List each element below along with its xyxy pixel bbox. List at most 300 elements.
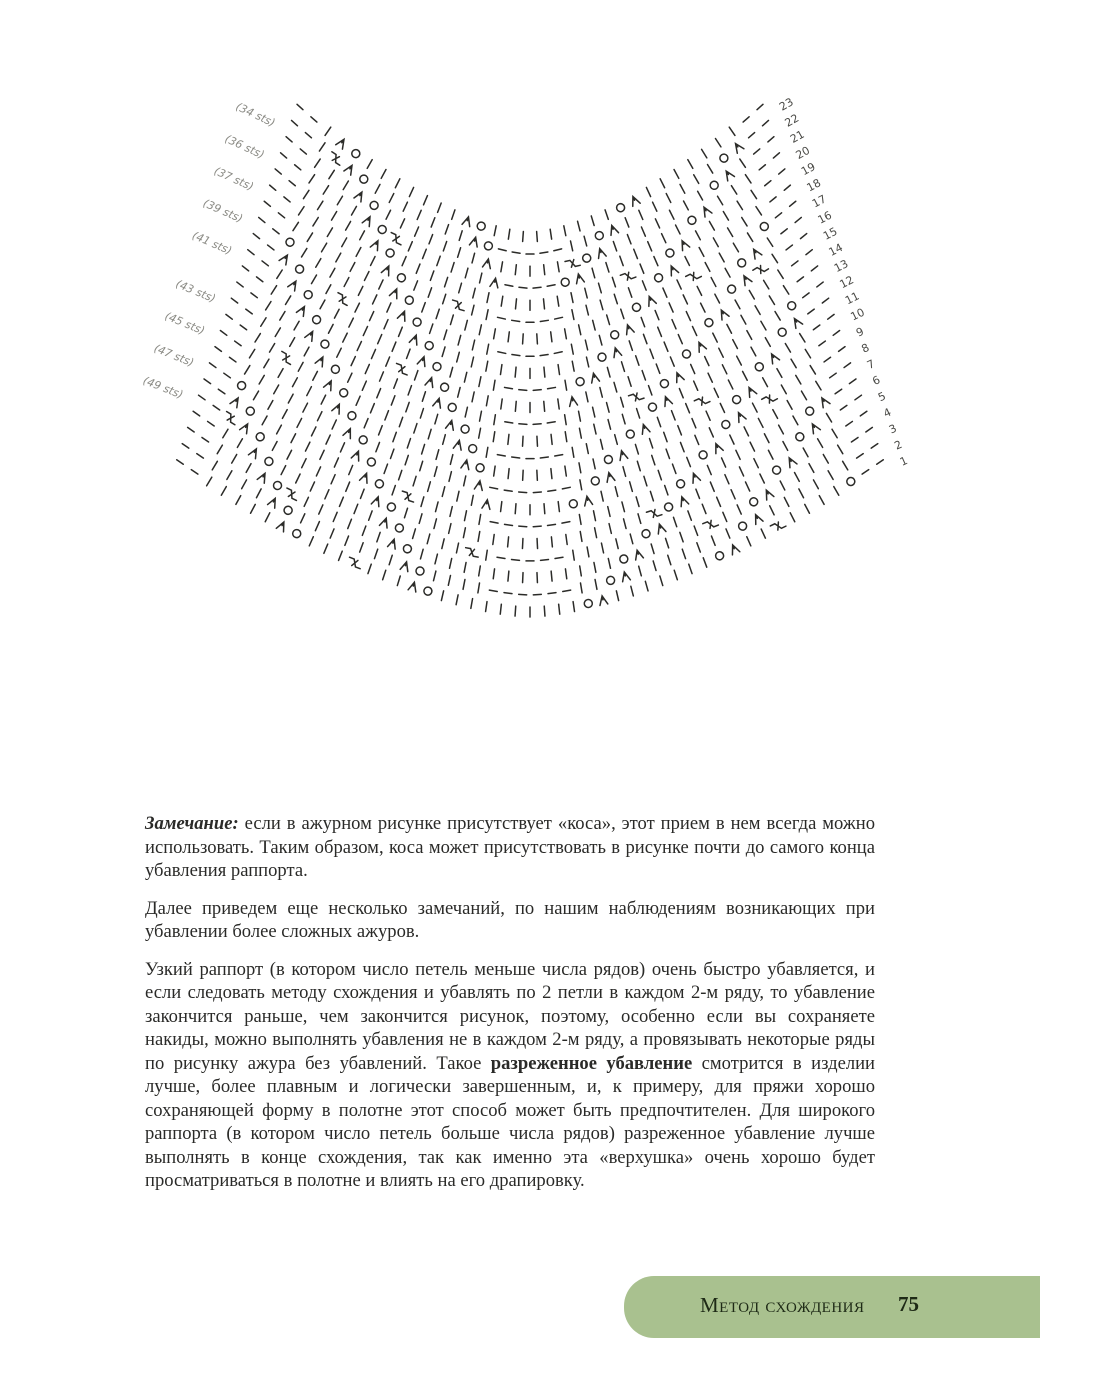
chart-symbol-knit bbox=[594, 562, 596, 572]
chart-symbol-knit bbox=[472, 253, 475, 263]
chart-symbol-knit bbox=[242, 480, 247, 489]
chart-symbol-knit bbox=[750, 442, 754, 451]
chart-symbol-knit bbox=[694, 526, 698, 535]
chart-symbol-knit bbox=[251, 504, 256, 513]
chart-symbol-knit bbox=[775, 312, 780, 321]
chart-symbol-knit bbox=[406, 402, 409, 411]
chart-symbol-knit bbox=[654, 257, 658, 266]
chart-symbol-knit bbox=[465, 407, 467, 417]
chart-symbol-k2tog bbox=[695, 341, 706, 353]
chart-symbol-yo bbox=[794, 431, 805, 442]
chart-symbol-knit bbox=[559, 604, 560, 614]
chart-symbol-knit bbox=[456, 543, 458, 553]
chart-symbol-purl bbox=[297, 104, 303, 109]
chart-symbol-knit bbox=[450, 315, 453, 325]
chart-symbol-knit bbox=[656, 364, 660, 373]
chart-symbol-yo bbox=[726, 284, 737, 295]
chart-symbol-knit bbox=[297, 418, 302, 427]
chart-symbol-purl bbox=[775, 213, 781, 218]
chart-symbol-knit bbox=[790, 513, 795, 522]
chart-symbol-purl bbox=[268, 245, 274, 250]
chart-symbol-k2tog bbox=[397, 310, 408, 321]
chart-symbol-knit bbox=[207, 477, 212, 486]
chart-symbol-knit bbox=[644, 476, 647, 486]
chart-symbol-purl bbox=[547, 285, 555, 287]
chart-symbol-purl bbox=[533, 287, 541, 288]
chart-symbol-cable bbox=[328, 152, 344, 165]
chart-symbol-purl bbox=[191, 470, 198, 474]
chart-symbol-knit bbox=[334, 458, 338, 467]
chart-symbol-knit bbox=[718, 196, 723, 205]
chart-symbol-knit bbox=[384, 320, 388, 329]
chart-symbol-knit bbox=[580, 531, 582, 541]
chart-symbol-knit bbox=[493, 380, 495, 390]
chart-symbol-knit bbox=[435, 554, 437, 564]
chart-symbol-knit bbox=[465, 268, 468, 278]
chart-symbol-yo bbox=[468, 444, 477, 453]
chart-symbol-knit bbox=[307, 233, 312, 241]
chart-symbol-knit bbox=[291, 434, 296, 443]
row-number: 18 bbox=[804, 176, 824, 195]
chart-symbol-yo bbox=[484, 241, 494, 251]
chart-symbol-knit bbox=[658, 327, 662, 336]
chart-symbol-knit bbox=[725, 475, 729, 484]
chart-symbol-knit bbox=[472, 340, 474, 350]
chart-symbol-knit bbox=[508, 571, 509, 581]
chart-symbol-knit bbox=[713, 333, 717, 342]
chart-symbol-knit bbox=[458, 387, 460, 397]
chart-symbol-purl bbox=[839, 347, 845, 352]
chart-symbol-k2tog bbox=[640, 423, 650, 434]
chart-symbol-knit bbox=[651, 544, 654, 554]
chart-symbol-knit bbox=[416, 264, 420, 273]
chart-symbol-knit bbox=[764, 434, 769, 443]
chart-symbol-cable bbox=[400, 491, 415, 502]
chart-symbol-knit bbox=[302, 459, 306, 468]
chart-symbol-knit bbox=[565, 466, 566, 476]
chart-symbol-knit bbox=[465, 320, 468, 330]
chart-symbol-knit bbox=[487, 344, 489, 354]
chart-symbol-knit bbox=[606, 263, 609, 273]
chart-symbol-knit bbox=[579, 428, 581, 438]
chart-symbol-yo bbox=[754, 361, 765, 372]
chart-symbol-purl bbox=[554, 249, 562, 251]
chart-symbol-purl bbox=[213, 405, 220, 410]
chart-symbol-knit bbox=[729, 127, 735, 135]
chart-symbol-k2tog bbox=[351, 450, 362, 461]
chart-symbol-knit bbox=[715, 139, 720, 147]
row-number: 14 bbox=[826, 240, 845, 259]
paragraph-3-text-b: смотрится в изделии лучше, более плавным и логически завершенным, и, к примеру, для пряжи хорошо сохраняющей форму в полотне этот способ может быть предпочтителен. Для широкого раппорта (в котором число петель больше числа рядов) разреженное убавление лучше выполнять в конце схождения, так как именно эта «верхушка» очень хорошо будет просматриваться в полотне и влиять на его драпировку. bbox=[145, 1052, 876, 1191]
chart-symbol-knit bbox=[537, 232, 538, 242]
chart-symbol-knit bbox=[362, 526, 366, 535]
row-number: 1 bbox=[897, 454, 910, 469]
chart-symbol-purl bbox=[548, 524, 556, 525]
chart-symbol-purl bbox=[286, 137, 292, 142]
chart-symbol-knit bbox=[336, 253, 341, 262]
chart-symbol-knit bbox=[290, 338, 295, 347]
chart-symbol-purl bbox=[519, 492, 527, 493]
chart-symbol-k2tog bbox=[611, 347, 621, 358]
chart-symbol-knit bbox=[384, 464, 387, 473]
chart-symbol-knit bbox=[637, 409, 640, 419]
chart-symbol-knit bbox=[417, 210, 421, 219]
chart-symbol-knit bbox=[677, 280, 681, 289]
chart-symbol-yo bbox=[272, 480, 283, 491]
note-text: если в ажурном рисунке присутствует «коса», этот прием в нем всегда можно использовать. Таким образом, коса может присутствовать в рисунке почти до самого конца убавления раппорта. bbox=[145, 813, 875, 881]
chart-symbol-purl bbox=[779, 169, 785, 174]
chart-symbol-knit bbox=[769, 296, 774, 305]
chart-symbol-k2tog bbox=[596, 247, 606, 258]
chart-symbol-k2tog bbox=[723, 169, 735, 181]
chart-symbol-knit bbox=[691, 364, 695, 373]
chart-symbol-knit bbox=[473, 288, 475, 298]
chart-symbol-knit bbox=[501, 502, 502, 512]
chart-symbol-knit bbox=[500, 604, 501, 614]
chart-symbol-knit bbox=[515, 367, 516, 377]
chart-symbol-cable bbox=[703, 519, 719, 531]
chart-symbol-purl bbox=[813, 325, 819, 330]
chart-symbol-cable bbox=[223, 412, 239, 425]
chart-symbol-knit bbox=[543, 299, 544, 309]
chart-symbol-knit bbox=[478, 583, 480, 593]
chart-symbol-knit bbox=[330, 529, 334, 538]
chart-symbol-knit bbox=[433, 571, 435, 581]
chart-symbol-purl bbox=[866, 427, 873, 432]
chart-symbol-knit bbox=[701, 303, 705, 312]
chart-symbol-knit bbox=[449, 472, 451, 482]
chart-symbol-knit bbox=[764, 280, 769, 289]
chart-symbol-knit bbox=[742, 217, 747, 225]
chart-symbol-purl bbox=[541, 559, 549, 560]
chart-symbol-knit bbox=[296, 474, 300, 483]
chart-symbol-k2tog bbox=[279, 253, 291, 265]
chart-symbol-yo bbox=[460, 424, 470, 434]
chart-symbol-knit bbox=[515, 606, 516, 616]
chart-symbol-purl bbox=[563, 590, 571, 591]
chart-symbol-knit bbox=[318, 201, 323, 209]
chart-symbol-yo bbox=[748, 496, 759, 507]
chart-symbol-knit bbox=[668, 555, 671, 565]
chart-symbol-k2tog bbox=[752, 513, 763, 525]
chart-symbol-knit bbox=[352, 206, 357, 215]
chart-symbol-k2tog bbox=[417, 355, 428, 366]
chart-symbol-knit bbox=[390, 449, 393, 458]
chart-symbol-knit bbox=[544, 265, 545, 275]
chart-symbol-knit bbox=[332, 420, 336, 429]
chart-symbol-knit bbox=[639, 566, 642, 576]
chart-symbol-knit bbox=[329, 170, 334, 178]
chart-symbol-knit bbox=[761, 321, 766, 330]
chart-symbol-knit bbox=[551, 434, 552, 444]
chart-symbol-yo bbox=[704, 317, 715, 328]
chart-symbol-purl bbox=[204, 379, 210, 384]
chart-symbol-knit bbox=[319, 143, 325, 151]
chart-symbol-knit bbox=[236, 496, 241, 505]
chart-symbol-knit bbox=[586, 392, 588, 402]
chart-symbol-purl bbox=[519, 287, 527, 288]
chart-symbol-yo bbox=[255, 431, 266, 442]
chart-symbol-purl bbox=[490, 487, 498, 489]
chart-symbol-knit bbox=[422, 444, 425, 454]
chart-symbol-knit bbox=[317, 412, 321, 421]
chart-symbol-knit bbox=[784, 497, 789, 506]
chart-symbol-k2tog bbox=[408, 581, 418, 592]
chart-symbol-purl bbox=[242, 266, 248, 271]
chart-symbol-knit bbox=[650, 349, 654, 358]
chart-symbol-knit bbox=[325, 127, 331, 135]
chart-symbol-purl bbox=[533, 492, 541, 493]
chart-symbol-knit bbox=[595, 528, 597, 538]
chart-symbol-knit bbox=[793, 416, 798, 425]
chart-symbol-knit bbox=[501, 262, 503, 272]
chart-symbol-knit bbox=[805, 504, 810, 513]
chart-symbol-knit bbox=[397, 576, 400, 586]
chart-symbol-yo bbox=[424, 341, 434, 351]
chart-symbol-knit bbox=[585, 288, 587, 298]
chart-symbol-knit bbox=[544, 401, 545, 411]
chart-symbol-purl bbox=[819, 341, 825, 346]
chart-symbol-purl bbox=[790, 201, 796, 206]
chart-symbol-purl bbox=[548, 593, 556, 594]
chart-symbol-knit bbox=[621, 309, 624, 318]
chart-symbol-yo bbox=[569, 499, 578, 508]
chart-symbol-yo bbox=[404, 295, 414, 305]
chart-symbol-yo bbox=[311, 314, 322, 325]
chart-symbol-knit bbox=[653, 202, 657, 211]
chart-symbol-k2tog bbox=[462, 216, 472, 227]
chart-symbol-knit bbox=[646, 187, 650, 196]
chart-symbol-knit bbox=[436, 502, 439, 512]
chart-symbol-knit bbox=[435, 414, 438, 424]
chart-symbol-knit bbox=[787, 401, 792, 410]
chart-symbol-knit bbox=[253, 391, 258, 400]
chart-symbol-knit bbox=[342, 238, 347, 247]
chart-symbol-knit bbox=[657, 417, 660, 426]
chart-symbol-purl bbox=[555, 317, 563, 319]
chart-symbol-knit bbox=[650, 439, 653, 448]
chart-symbol-knit bbox=[438, 203, 442, 212]
chart-symbol-knit bbox=[389, 194, 394, 203]
chart-symbol-knit bbox=[494, 329, 496, 339]
chart-symbol-yo bbox=[615, 203, 625, 213]
chart-symbol-knit bbox=[358, 286, 362, 295]
chart-symbol-knit bbox=[565, 380, 567, 390]
chart-symbol-yo bbox=[402, 544, 412, 554]
chart-symbol-knit bbox=[719, 253, 724, 262]
chart-symbol-knit bbox=[355, 303, 359, 312]
chart-symbol-knit bbox=[605, 210, 608, 219]
chart-symbol-knit bbox=[660, 179, 664, 188]
chart-symbol-knit bbox=[537, 470, 538, 480]
chart-symbol-knit bbox=[758, 418, 763, 427]
chart-symbol-k2tog bbox=[343, 427, 354, 438]
chart-symbol-purl bbox=[806, 250, 812, 255]
chart-symbol-knit bbox=[419, 514, 422, 524]
chart-symbol-knit bbox=[773, 410, 778, 419]
chart-symbol-knit bbox=[648, 242, 652, 251]
chart-symbol-knit bbox=[315, 522, 319, 531]
chart-symbol-knit bbox=[332, 212, 337, 221]
chart-symbol-knit bbox=[356, 247, 361, 256]
chart-symbol-purl bbox=[833, 331, 839, 336]
chart-symbol-knit bbox=[315, 159, 321, 167]
chart-symbol-purl bbox=[797, 277, 803, 282]
chart-symbol-knit bbox=[261, 318, 266, 326]
stitch-count-label: (47 sts) bbox=[152, 341, 196, 370]
chart-symbol-yo bbox=[606, 576, 616, 586]
chart-symbol-yo bbox=[845, 476, 856, 487]
chart-symbol-yo bbox=[263, 456, 274, 467]
chart-symbol-knit bbox=[285, 296, 290, 305]
chart-symbol-yo bbox=[374, 479, 384, 489]
chart-symbol-k2tog bbox=[257, 471, 268, 483]
chart-symbol-yo bbox=[350, 148, 361, 159]
chart-symbol-knit bbox=[591, 216, 594, 226]
chart-symbol-purl bbox=[547, 422, 555, 423]
chart-symbol-knit bbox=[343, 333, 347, 342]
chart-symbol-knit bbox=[294, 321, 299, 330]
chart-symbol-knit bbox=[720, 403, 724, 412]
chart-symbol-knit bbox=[500, 365, 501, 375]
chart-symbol-yo bbox=[385, 248, 396, 259]
chart-symbol-knit bbox=[427, 534, 430, 544]
chart-symbol-knit bbox=[751, 190, 757, 198]
chart-symbol-knit bbox=[256, 489, 261, 498]
chart-symbol-cable bbox=[394, 363, 410, 375]
chart-symbol-knit bbox=[551, 469, 552, 479]
chart-symbol-knit bbox=[346, 482, 350, 491]
chart-symbol-purl bbox=[246, 309, 252, 314]
chart-symbol-yo bbox=[664, 502, 674, 512]
chart-symbol-knit bbox=[834, 487, 839, 496]
chart-symbol-knit bbox=[585, 340, 587, 350]
chart-symbol-k2tog bbox=[741, 274, 752, 286]
chart-symbol-purl bbox=[759, 165, 765, 170]
chart-symbol-knit bbox=[369, 511, 372, 520]
chart-symbol-yo bbox=[284, 237, 295, 248]
chart-symbol-knit bbox=[697, 286, 701, 295]
chart-symbol-knit bbox=[402, 257, 406, 266]
chart-symbol-knit bbox=[383, 570, 386, 579]
chart-symbol-knit bbox=[360, 543, 363, 552]
stitch-count-label: (37 sts) bbox=[211, 164, 256, 194]
stitch-count-label: (36 sts) bbox=[222, 132, 267, 162]
chart-symbol-knit bbox=[680, 532, 683, 541]
chart-symbol-knit bbox=[795, 472, 800, 481]
chart-symbol-k2tog bbox=[633, 549, 643, 560]
chart-symbol-knit bbox=[493, 569, 494, 579]
chart-symbol-knit bbox=[755, 306, 760, 315]
chart-symbol-knit bbox=[699, 247, 704, 256]
chart-symbol-yo bbox=[720, 419, 731, 430]
chart-symbol-purl bbox=[278, 213, 284, 218]
chart-symbol-knit bbox=[652, 455, 655, 464]
chart-symbol-cable bbox=[335, 293, 351, 306]
chart-symbol-knit bbox=[508, 469, 509, 479]
chart-symbol-knit bbox=[658, 470, 661, 479]
chart-symbol-purl bbox=[231, 298, 237, 303]
chart-symbol-knit bbox=[565, 329, 567, 339]
chart-symbol-knit bbox=[719, 348, 723, 357]
row-number: 15 bbox=[821, 224, 840, 243]
chart-symbol-knit bbox=[655, 219, 659, 228]
chart-symbol-knit bbox=[348, 519, 352, 528]
row-number: 20 bbox=[793, 143, 813, 163]
chart-symbol-knit bbox=[348, 373, 352, 382]
chart-symbol-purl bbox=[830, 373, 837, 378]
chart-symbol-knit bbox=[221, 487, 226, 496]
chart-symbol-purl bbox=[795, 217, 801, 222]
chart-symbol-knit bbox=[311, 427, 315, 436]
row-number: 17 bbox=[810, 192, 829, 211]
paragraph-3-text-a: Узкий раппорт (в котором число петель меньше числа рядов) очень быстро убавляется, и если следовать методу схождения и убавлять по 2 петли в каждом 2-м ряду, то убавление закончится раньше, чем закончится рисунок, поэтому, особенно если вы сохраняете накиды, можно выполнять убавления не в каждом 2-м ряду, а провязывать некоторые ряды по рисунку ажура без убавлений. Такое bbox=[145, 958, 875, 1074]
row-number: 5 bbox=[875, 389, 888, 405]
chart-symbol-k2tog bbox=[718, 308, 729, 320]
chart-symbol-purl bbox=[202, 437, 209, 442]
chart-symbol-purl bbox=[803, 293, 809, 298]
chart-symbol-knit bbox=[689, 564, 692, 573]
chart-symbol-purl bbox=[199, 395, 206, 400]
chart-symbol-knit bbox=[392, 342, 396, 351]
chart-symbol-knit bbox=[664, 342, 668, 351]
chart-symbol-knit bbox=[642, 371, 645, 380]
chart-symbol-cable bbox=[464, 548, 479, 557]
chart-symbol-knit bbox=[641, 317, 645, 326]
chart-symbol-knit bbox=[579, 514, 581, 524]
row-number: 4 bbox=[881, 405, 894, 421]
chart-symbol-k2tog bbox=[381, 264, 392, 276]
chart-symbol-k2tog bbox=[732, 141, 744, 153]
chart-symbol-knit bbox=[743, 371, 748, 380]
row-number: 3 bbox=[886, 421, 899, 437]
chart-symbol-knit bbox=[558, 502, 559, 512]
chart-symbol-purl bbox=[273, 229, 279, 234]
chart-symbol-knit bbox=[421, 497, 424, 507]
chart-symbol-knit bbox=[584, 236, 587, 246]
chart-symbol-knit bbox=[763, 378, 768, 387]
chart-symbol-knit bbox=[479, 566, 481, 576]
chart-symbol-knit bbox=[304, 347, 309, 356]
chart-symbol-purl bbox=[849, 379, 855, 384]
chart-symbol-knit bbox=[600, 439, 602, 449]
chart-symbol-knit bbox=[313, 217, 318, 225]
chart-symbol-knit bbox=[494, 415, 496, 425]
chart-symbol-knit bbox=[630, 534, 633, 544]
row-number: 11 bbox=[843, 289, 862, 308]
chart-symbol-knit bbox=[326, 435, 330, 444]
chart-symbol-yo bbox=[369, 200, 380, 211]
chart-symbol-knit bbox=[523, 436, 524, 446]
chart-symbol-knit bbox=[751, 347, 756, 356]
chart-symbol-knit bbox=[544, 504, 545, 514]
chart-symbol-knit bbox=[237, 439, 242, 448]
chart-symbol-k2tog bbox=[768, 352, 779, 364]
chart-symbol-knit bbox=[293, 222, 298, 230]
chart-symbol-knit bbox=[371, 257, 375, 266]
chart-symbol-knit bbox=[728, 228, 733, 237]
chart-symbol-knit bbox=[259, 375, 264, 384]
chart-symbol-purl bbox=[512, 320, 520, 321]
chart-symbol-knit bbox=[678, 335, 682, 344]
chart-symbol-knit bbox=[364, 419, 368, 428]
chart-symbol-knit bbox=[688, 160, 693, 169]
chart-symbol-knit bbox=[458, 248, 461, 258]
chart-symbol-cable bbox=[620, 270, 636, 281]
chart-symbol-purl bbox=[311, 117, 317, 122]
chart-symbol-k2tog bbox=[336, 137, 348, 149]
chart-symbol-knit bbox=[779, 425, 784, 434]
